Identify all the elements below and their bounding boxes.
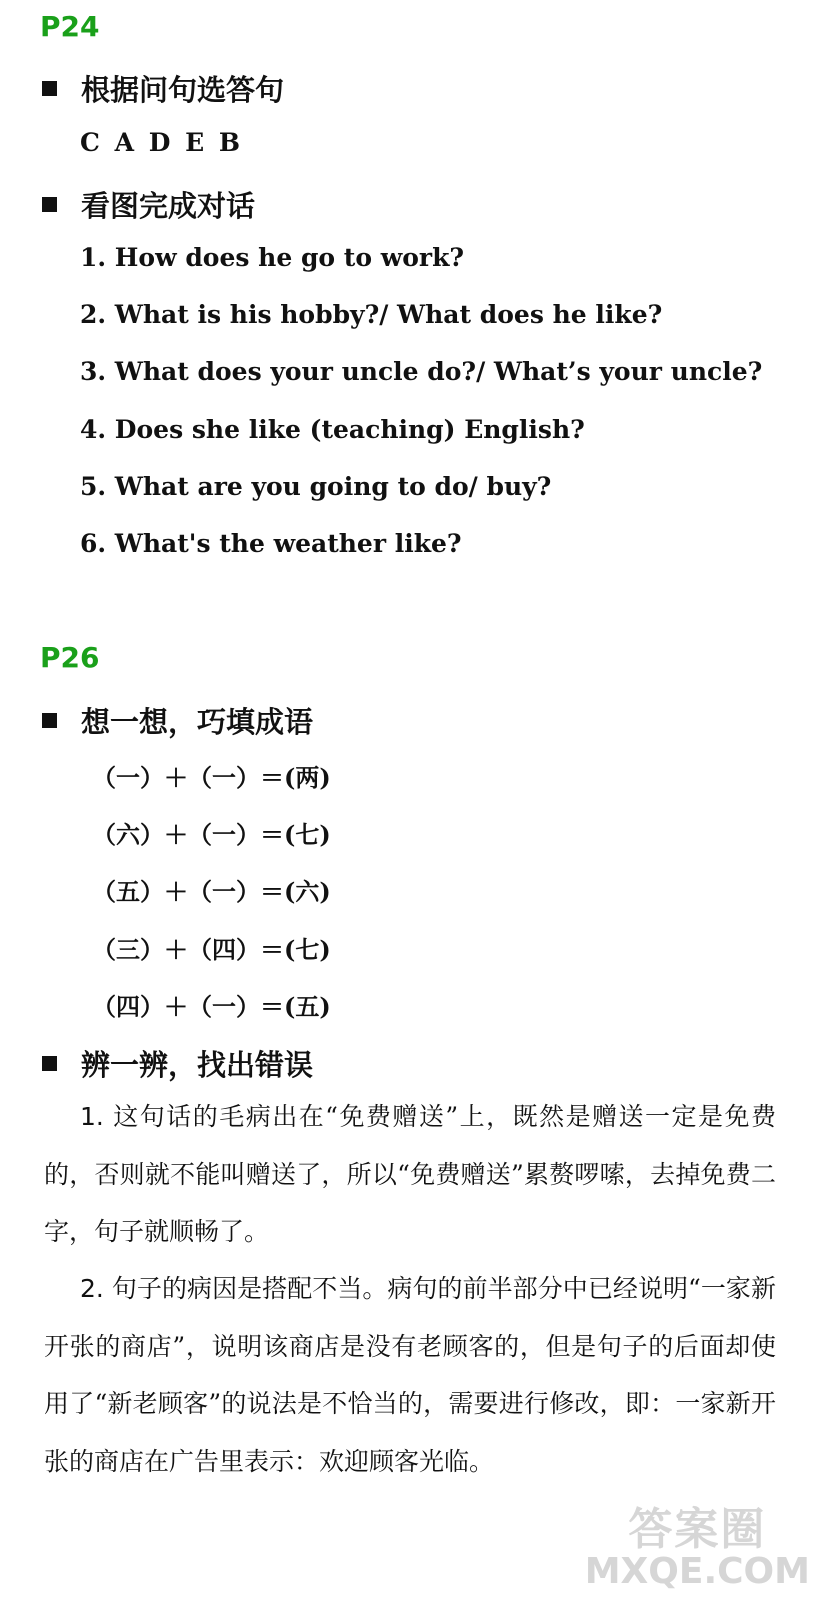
idiom-equation-5: （四）＋（一）＝(五)	[92, 992, 331, 1021]
paragraph-index: 1.	[80, 1102, 104, 1131]
explanation-paragraph-1	[44, 1088, 776, 1261]
dialogue-answer-3: 3. What does your uncle do?/ What’s your uncle?	[80, 357, 763, 386]
dialogue-answer-2: 2. What is his hobby?/ What does he like?	[80, 300, 663, 329]
section-heading-text: 想一想，巧填成语	[81, 705, 314, 739]
paragraph-index: 2.	[80, 1274, 104, 1303]
page-label-p24: P24	[40, 10, 100, 43]
dialogue-answer-4: 4. Does she like (teaching) English?	[80, 415, 585, 444]
square-bullet-icon	[42, 81, 57, 96]
site-watermark-logo	[585, 1493, 810, 1592]
idiom-equation-4: （三）＋（四）＝(七)	[92, 935, 331, 964]
idiom-equation-1: （一）＋（一）＝(两)	[92, 763, 331, 792]
section-heading-text: 辨一辨，找出错误	[81, 1048, 314, 1082]
section-heading-text: 根据问句选答句	[81, 73, 285, 107]
section-heading-find-errors	[42, 1043, 313, 1084]
square-bullet-icon	[42, 1056, 57, 1071]
dialogue-answer-5: 5. What are you going to do/ buy?	[80, 472, 552, 501]
section-heading-text: 看图完成对话	[81, 189, 256, 223]
explanation-paragraph-2	[44, 1260, 776, 1490]
paragraph-text: 句子的病因是搭配不当。病句的前半部分中已经说明“一家新开张的商店”，说明该商店是没有老顾客的，但是句子的后面却使用了“新老顾客”的说法是不恰当的，需要进行修改，即：一家新开张的商店在广告里表示：欢迎顾客光临。	[44, 1274, 776, 1476]
square-bullet-icon	[42, 713, 57, 728]
watermark-cn: 答案圈	[628, 1504, 767, 1555]
answer-letters: C A D E B	[80, 128, 243, 157]
idiom-equation-2: （六）＋（一）＝(七)	[92, 820, 331, 849]
dialogue-answer-6: 6. What's the weather like?	[80, 529, 462, 558]
idiom-equation-3: （五）＋（一）＝(六)	[92, 877, 331, 906]
dialogue-answer-1: 1. How does he go to work?	[80, 243, 465, 272]
page-label-p26: P26	[40, 641, 100, 674]
watermark-en: MXQE.COM	[584, 1551, 810, 1592]
section-heading-answer-matching	[42, 68, 284, 109]
section-heading-idiom-fill	[42, 700, 313, 741]
section-heading-picture-dialogue	[42, 184, 255, 225]
paragraph-text: 这句话的毛病出在“免费赠送”上，既然是赠送一定是免费的，否则就不能叫赠送了，所以“免费赠送”累赘啰嗦，去掉免费二字，句子就顺畅了。	[44, 1102, 776, 1246]
square-bullet-icon	[42, 197, 57, 212]
